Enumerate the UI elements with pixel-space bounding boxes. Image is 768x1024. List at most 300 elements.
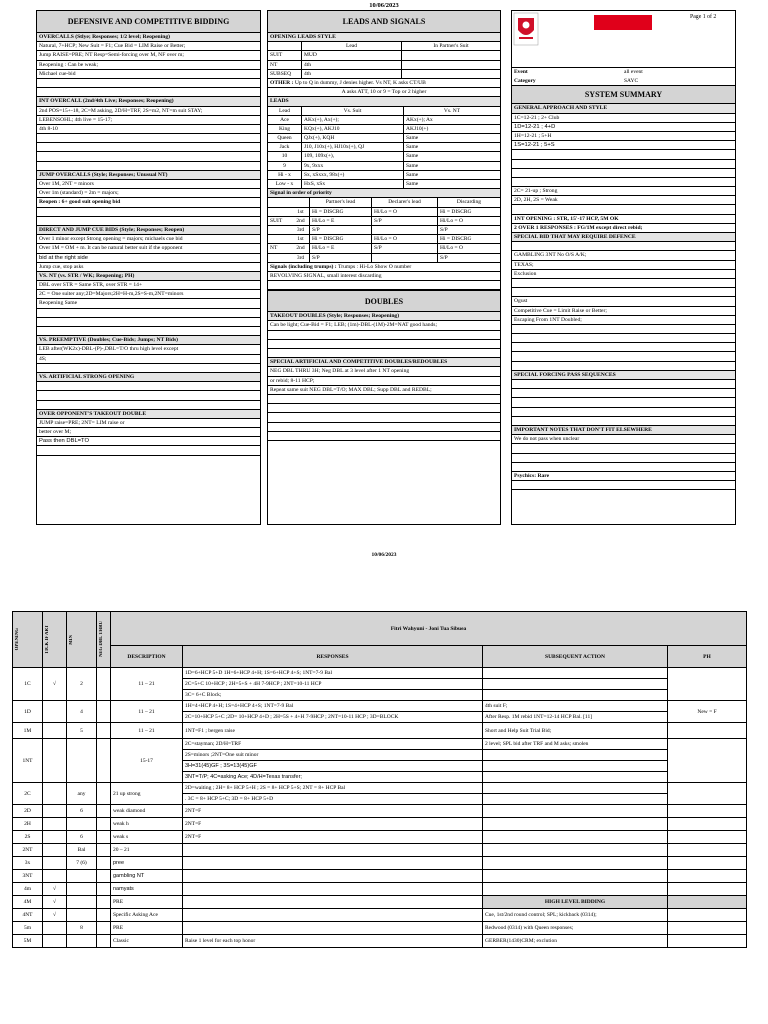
artificial-tick: √ <box>43 883 67 896</box>
empty-cell <box>183 883 483 896</box>
opening-bid-row <box>13 909 747 922</box>
other-text: Up to Q in dummy, J denies higher. Vs NT, K asks CT/UB <box>294 79 426 86</box>
opening-bid-row <box>13 818 747 831</box>
signal-header: Signal in order of priority <box>268 189 500 198</box>
lead-card: Low - x <box>268 180 302 188</box>
bid-description: 11 – 21 <box>111 668 183 701</box>
lead-vs-suit: Sx, xSxxx, 98x(+) <box>302 171 404 179</box>
signal-group <box>268 254 292 262</box>
lead-row <box>268 61 500 70</box>
blank-line <box>37 143 260 152</box>
opening-bid-row <box>13 844 747 857</box>
blank-line <box>37 364 260 373</box>
blank-line <box>512 352 735 361</box>
signal-col: Discarding <box>456 199 482 206</box>
bid-response: 2NT=F <box>183 831 483 844</box>
bid-response: 2NT=F <box>183 818 483 831</box>
other-line-2: A asks ATT, 10 or 9 = Top or 2 higher <box>268 88 500 97</box>
empty-cell <box>483 831 668 844</box>
lead-card: 10 <box>268 152 302 160</box>
signal-group: NT <box>270 245 278 252</box>
important-notes-header: IMPORTANT NOTES THAT DON'T FIT ELSEWHERE <box>512 426 735 435</box>
opening-bid-row <box>13 668 747 679</box>
opening-bid-row <box>13 935 747 948</box>
opening-bid-row <box>13 896 747 909</box>
artificial-tick <box>43 701 67 723</box>
opening-bid: 2NT <box>13 844 43 857</box>
lead-vs-nt: Same <box>406 153 419 160</box>
opening-bid: 1D <box>13 701 43 723</box>
special-doubles-line: or rebid; 8-11 HCP; <box>268 377 500 386</box>
bid-description: gambling NT <box>111 870 183 883</box>
vs-nt-line: Reopening Same <box>37 299 260 308</box>
int-overcall-line: LEBENSOHL; 4th live = 15-17; <box>37 116 260 125</box>
event-label: Event <box>514 69 528 75</box>
jump-line: Reopen : 6+ good suit opening bid <box>37 198 260 207</box>
lead-card: Lead <box>268 107 302 115</box>
subsequent-action: After Resp. 1M rebid 1NT=12-14 HCP Bal. [11] <box>483 712 668 723</box>
empty-cell <box>183 922 483 935</box>
opening-bid-row <box>13 857 747 870</box>
lead-vs-suit: 9x, 9xxx <box>302 162 404 170</box>
blank-line <box>512 279 735 288</box>
blank-line <box>37 162 260 171</box>
general-line: 1S=12-21 ; 5+S <box>512 141 735 150</box>
subsequent-action: 4th suit F; <box>483 701 668 712</box>
blank-line <box>268 432 500 441</box>
cue-line: Over 1 minor except Strong opening = majors; michaels cue bid <box>37 235 260 244</box>
doubles-title: DOUBLES <box>268 290 500 312</box>
vs-nt-line: 2C = One suiter any;2D=Majors;2H=H-m,2S=S-m,2NT=minors <box>37 290 260 299</box>
blank-line <box>512 160 735 169</box>
artificial-tick <box>43 783 67 805</box>
empty-cell <box>483 679 668 690</box>
special-doubles-header: SPECIAL ARTIFICIAL AND COMPETITIVE DOUBLES/REDOUBLES <box>268 358 500 367</box>
overcalls-line: Reopening : Can be weak; <box>37 61 260 70</box>
lead-vs-suit: J10, J10x(+), HJ10x(+), QJ <box>302 143 404 151</box>
artificial-tick: √ <box>43 909 67 922</box>
opening-bid: 5m <box>13 922 43 935</box>
opening-bids-table <box>12 611 747 948</box>
lead-row-value: 4th <box>302 61 402 69</box>
signal-row <box>268 226 500 235</box>
bid-response: 3C= 6+C Block; <box>183 690 483 701</box>
neg-dbl-cell <box>97 857 111 870</box>
blank-line <box>512 463 735 472</box>
revolving-line: REVOLVING SIGNAL, small interest discarding <box>268 272 500 281</box>
blank-line <box>512 481 735 490</box>
int-overcall-line: 2nd POS=15+-18, 2C=M asking, 2D/H=TRF, 2S=m2, NT=m suit STAY; <box>37 107 260 116</box>
signals-trumps-text: Trumps : Hi-Lo Show O number <box>338 263 412 270</box>
opening-col-head: OPENING <box>13 612 43 668</box>
neg-dbl-cell <box>97 844 111 857</box>
signals-trumps-label: Signals (including trumps) : <box>270 263 337 270</box>
signal-col: Declarer's lead <box>372 198 438 206</box>
opening-bid-row <box>13 922 747 935</box>
ph-cell <box>668 739 747 783</box>
min-col-head: MIN <box>67 612 97 668</box>
signal-declarer <box>372 254 438 262</box>
opening-bid: 5M <box>13 935 43 948</box>
overcalls-line: Michael cue-bid <box>37 70 260 79</box>
ph-cell <box>668 844 747 857</box>
special-line: Competitive Cue = Limit Raise or Better; <box>512 307 735 316</box>
signal-discard: Hi = DISCRG <box>440 236 472 243</box>
min-length <box>67 935 97 948</box>
bid-description: 11 – 21 <box>111 723 183 739</box>
neg-dbl-cell <box>97 818 111 831</box>
subsequent-action: Cue, 1st/2nd round control; SPL; kickback (0314); <box>483 909 668 922</box>
signal-discard: Hi = DISCRG <box>440 208 472 215</box>
blank-line <box>512 325 735 334</box>
opening-bid: 4M <box>13 896 43 909</box>
blank-line <box>37 318 260 327</box>
blank-line <box>37 401 260 410</box>
ph-cell <box>668 883 747 896</box>
lead-row <box>268 70 500 79</box>
opening-bid: 1C <box>13 668 43 701</box>
lead-vs-suit: 109, 109x(+), <box>302 152 404 160</box>
signal-row <box>268 208 500 217</box>
signal-order: 1st <box>292 235 310 243</box>
neg-dbl-cell <box>97 922 111 935</box>
empty-cell <box>483 870 668 883</box>
lead-card: Queen <box>268 134 302 142</box>
preempt-line: LEB after(WK2x)-DBL-(P)-,DBL=T/O thru high level except <box>37 345 260 354</box>
blank-line <box>512 205 735 214</box>
special-doubles-line: NEG DBL THRU 3H; Neg DBL at 3 level after 1 NT opening <box>268 367 500 376</box>
blank-line <box>37 382 260 391</box>
bid-description: namyats <box>111 883 183 896</box>
lead-card: Hi - x <box>268 171 302 179</box>
high-level-bidding-header: HIGH LEVEL BIDDING <box>483 896 668 909</box>
int-overcall-header: INT OVERCALL (2nd/4th Live; Responses; Reopening) <box>37 97 260 106</box>
lead-vs-nt: AKx(+); Ax <box>406 116 433 123</box>
neg-dbl-cell <box>97 783 111 805</box>
blank-line <box>37 217 260 226</box>
category-label: Category <box>514 78 536 85</box>
opening-bid-row <box>13 831 747 844</box>
empty-cell <box>483 772 668 783</box>
blank-line <box>512 398 735 407</box>
table-subheader-row <box>13 646 747 668</box>
signal-table <box>268 208 500 263</box>
opening-bid: 2S <box>13 831 43 844</box>
artificial-tick: √ <box>43 896 67 909</box>
blank-line <box>512 380 735 389</box>
blank-line <box>512 169 735 178</box>
blank-line <box>512 150 735 159</box>
lead-vs-nt: Same <box>406 162 419 169</box>
leads-row <box>268 134 500 143</box>
signal-group <box>268 235 292 243</box>
overcalls-line: Natural, 7+HCP; New Suit = F1; Cue Bid = LIM Raise or Better; <box>37 42 260 51</box>
signal-col: Partner's lead <box>310 198 372 206</box>
special-line: Escaping From 1NT Doubled; <box>512 316 735 325</box>
ph-cell <box>668 935 747 948</box>
blank-line <box>37 391 260 400</box>
signal-group: SUIT <box>270 217 283 224</box>
leads-row <box>268 152 500 161</box>
tick-col-head: TICK IF ART <box>43 612 67 668</box>
empty-cell <box>183 857 483 870</box>
page2-date: 10/06/2023 <box>371 552 397 558</box>
min-length: 8 <box>67 922 97 935</box>
blank-line <box>512 242 735 251</box>
cue-bids-header: DIRECT AND JUMP CUE BIDS (Style; Responses; Reopen) <box>37 226 260 235</box>
neg-dbl-cell <box>97 935 111 948</box>
neg-dbl-cell <box>97 701 111 723</box>
neg-dbl-cell <box>97 831 111 844</box>
vs-preemptive-header: VS. PREEMPTIVE (Doubles; Cue-Bids; Jumps; NT Bids) <box>37 336 260 345</box>
lead-vs-suit: HxS, xSx <box>302 180 404 188</box>
signal-discard: S/P <box>440 254 448 261</box>
min-length: 7 (6) <box>67 857 97 870</box>
subsequent-action: Redwood (0314) with Queen responses; <box>483 922 668 935</box>
int-overcall-line: 4th 8-10 <box>37 125 260 134</box>
leads-row <box>268 162 500 171</box>
signal-partner: Hi = DISCRG <box>310 208 372 216</box>
min-length <box>67 896 97 909</box>
empty-cell <box>483 668 668 679</box>
bid-response: . 3C = 8+ HCP 5+C; 3D = 8+ HCP 5+D <box>183 794 483 805</box>
opening-bid-row <box>13 701 747 712</box>
category-row <box>512 77 735 86</box>
bid-response: 1NT=F1 ; bergen raise <box>183 723 483 739</box>
min-length: 4 <box>67 701 97 723</box>
lead-vs-nt: Vs. NT <box>443 107 461 114</box>
section-title: LEADS AND SIGNALS <box>268 11 500 33</box>
lead-card: King <box>268 125 302 133</box>
leads-row <box>268 171 500 180</box>
bid-description: weak s <box>111 831 183 844</box>
neg-dbl-cell <box>97 723 111 739</box>
opening-bid-row <box>13 870 747 883</box>
event-value: all event <box>624 69 643 75</box>
cue-line: Jump cue, stop asks <box>37 263 260 272</box>
blank-line <box>37 134 260 143</box>
general-line: 1C=12-21 ; 2+ Club <box>512 114 735 123</box>
leads-header: LEADS <box>268 97 500 106</box>
leads-table <box>268 107 500 190</box>
takeout-double-header: OVER OPPONENT'S TAKEOUT DOUBLE <box>37 410 260 419</box>
ph-col-head: PH <box>668 646 747 668</box>
event-row <box>512 68 735 77</box>
leads-row <box>268 125 500 134</box>
special-line: Exclusion <box>512 270 735 279</box>
empty-cell <box>483 844 668 857</box>
lead-row-label: NT <box>268 61 302 69</box>
bid-response: 1H=4+HCP 4+H; 1S=4+HCP 4+S; 1NT=7-9 Bal <box>183 701 483 712</box>
lead-row-value: MUD <box>302 51 402 59</box>
opening-leads-header: OPENING LEADS STYLE <box>268 33 500 42</box>
bid-description: weak diamond <box>111 805 183 818</box>
artificial-tick <box>43 922 67 935</box>
blank-line <box>268 423 500 432</box>
bid-response: Raise 1 level for each top honor <box>183 935 483 948</box>
bid-response: 3NT=T/P; 4C=asking Ace; 4D/H=Texas transfer; <box>183 772 483 783</box>
blank-line <box>37 88 260 97</box>
signal-declarer: Hi/Lo = O <box>372 235 438 243</box>
other-label: OTHER : <box>270 79 294 86</box>
blank-line <box>512 343 735 352</box>
empty-cell <box>483 690 668 701</box>
system-summary-section <box>511 10 736 525</box>
signal-partner: Hi = DISCRG <box>310 235 372 243</box>
blank-line <box>268 349 500 358</box>
signal-discard: Hi/Lo = O <box>440 245 463 252</box>
nt-opening-line: 1NT OPENING : STR, 15'-17 HCP, 5M OK <box>512 215 735 224</box>
general-line: 1D=12-21 ; 4+D <box>512 123 735 132</box>
artificial-tick <box>43 935 67 948</box>
partner-suit-col: In Partner's Suit <box>433 43 469 50</box>
signal-declarer <box>372 226 438 234</box>
signal-order: 1st <box>292 208 310 216</box>
signal-row <box>268 235 500 244</box>
bid-response: 2S=minors ;2NT=One suit minor <box>183 750 483 761</box>
signal-partner: Hi/Lo = E <box>310 244 372 252</box>
empty-cell <box>183 870 483 883</box>
signal-order: 2nd <box>292 244 310 252</box>
bid-response: 3H=31(45)GF ; 3S=13(45)GF <box>183 761 483 772</box>
min-length <box>67 883 97 896</box>
empty-cell <box>483 857 668 870</box>
special-line: TEXAS; <box>512 261 735 270</box>
blank-line <box>268 340 500 349</box>
min-length <box>67 909 97 922</box>
special-line: GAMBLING 3NT No O/S A/K; <box>512 251 735 260</box>
opening-bid: 4m <box>13 883 43 896</box>
leads-signals-section <box>267 10 501 525</box>
bid-description: pree <box>111 857 183 870</box>
artificial-tick <box>43 739 67 783</box>
opening-bid-row <box>13 805 747 818</box>
jump-line: Over 1m (standard) = 2m = majors; <box>37 189 260 198</box>
lead-card: Jack <box>268 143 302 151</box>
signal-group <box>268 208 292 216</box>
lead-card: 9 <box>268 162 302 170</box>
blank-line <box>512 417 735 426</box>
subsequent-action: GERBER(1430)CRM; exclution <box>483 935 668 948</box>
takeout-line: better over M; <box>37 428 260 437</box>
empty-cell <box>483 783 668 794</box>
ph-cell <box>668 783 747 805</box>
opening-bid: 3NT <box>13 870 43 883</box>
ph-cell <box>668 668 747 701</box>
signal-discard: S/P <box>440 226 448 233</box>
ph-cell <box>668 909 747 922</box>
neg-dbl-cell <box>97 805 111 818</box>
empty-cell <box>483 883 668 896</box>
blank-line <box>512 362 735 371</box>
min-length: Bal <box>67 844 97 857</box>
responses-col-head: RESPONSES <box>183 646 483 668</box>
leads-row <box>268 107 500 116</box>
bid-description: 15-17 <box>111 739 183 783</box>
lead-vs-suit: Vs. Suit <box>302 107 404 115</box>
lead-vs-suit: KQx(+), AKJ10 <box>302 125 404 133</box>
table-header-row <box>13 612 747 646</box>
signal-col-header <box>268 198 500 207</box>
section-title: DEFENSIVE AND COMPETITIVE BIDDING <box>37 11 260 33</box>
leads-row <box>268 143 500 152</box>
subsequent-col-head: SUBSEQUENT ACTION <box>483 646 668 668</box>
opening-bid: 2H <box>13 818 43 831</box>
blank-line <box>512 334 735 343</box>
general-approach-header: GENERAL APPROACH AND STYLE <box>512 104 735 113</box>
ph-cell <box>668 857 747 870</box>
lead-vs-nt: Same <box>406 144 419 151</box>
lead-vs-nt: Same <box>406 181 419 187</box>
blank-line <box>512 389 735 398</box>
neg-dbl-cell <box>97 668 111 701</box>
signal-row <box>268 254 500 263</box>
empty-cell <box>483 750 668 761</box>
page-number: Page 1 of 2 <box>690 14 717 20</box>
bid-description: weak h <box>111 818 183 831</box>
overcalls-header: OVERCALLS (Stlye; Responses; 1/2 level; Reopening) <box>37 33 260 42</box>
special-line: Ogust <box>512 297 735 306</box>
empty-cell <box>483 761 668 772</box>
signal-partner: Hi/Lo = E <box>310 217 372 225</box>
header-date: 10/06/2023 <box>369 2 399 9</box>
special-doubles-line: Repeat same suit NEG DBL=T/O; MAX DBL; Supp DBL and REDBL; <box>268 386 500 395</box>
ph-cell: New = F <box>668 701 747 723</box>
artificial-tick <box>43 844 67 857</box>
blank-line <box>268 281 500 290</box>
overcalls-line: Jump RAISE=PRE; NT Resp=Semi-forcing over M, NF over m; <box>37 51 260 60</box>
defensive-bidding-section <box>36 10 261 525</box>
signal-order: 3rd <box>292 254 310 262</box>
bid-description: 21 up strong <box>111 783 183 805</box>
general-line: 2D, 2H, 2S = Weak <box>512 196 735 205</box>
lead-row-label: SUIT <box>268 51 302 59</box>
neg-col-head: NEG DBL THRU <box>97 612 111 668</box>
neg-dbl-cell <box>97 870 111 883</box>
artificial-tick <box>43 723 67 739</box>
empty-cell <box>483 818 668 831</box>
opening-bid: 3x <box>13 857 43 870</box>
opening-bid-row <box>13 739 747 750</box>
lead-vs-nt: Same <box>406 171 419 178</box>
artificial-tick: √ <box>43 668 67 701</box>
artificial-tick <box>43 805 67 818</box>
opening-bid: 4NT <box>13 909 43 922</box>
blank-line <box>37 309 260 318</box>
bid-description: Specific Asking Ace <box>111 909 183 922</box>
artificial-tick <box>43 818 67 831</box>
signals-trumps-line <box>268 263 500 272</box>
general-line: 1H=12-21 ; 5+H <box>512 132 735 141</box>
other-line <box>268 79 500 88</box>
empty-cell <box>183 896 483 909</box>
bid-response: 2D=waiting ; 2H= 8+ HCP 5+H ; 2S = 8+ HCP 5+S; 2NT = 8+ HCP Bal <box>183 783 483 794</box>
blank-line <box>268 331 500 340</box>
empty-cell <box>183 909 483 922</box>
empty-cell <box>483 794 668 805</box>
signal-declarer: S/P <box>372 217 438 225</box>
notes-line: We do not pass when unclear <box>512 435 735 444</box>
min-length: 2 <box>67 668 97 701</box>
bid-description: PRE <box>111 896 183 909</box>
blank-line <box>37 446 260 455</box>
signal-declarer: Hi/Lo = O <box>372 208 438 216</box>
lead-col-header <box>268 42 500 51</box>
lead-row-label: SUBSEQ <box>268 70 302 78</box>
blank-line <box>37 327 260 336</box>
vs-nt-header: VS. NT (vs. STR / WK; Reopening; PH) <box>37 272 260 281</box>
signal-order: 2nd <box>292 217 310 225</box>
